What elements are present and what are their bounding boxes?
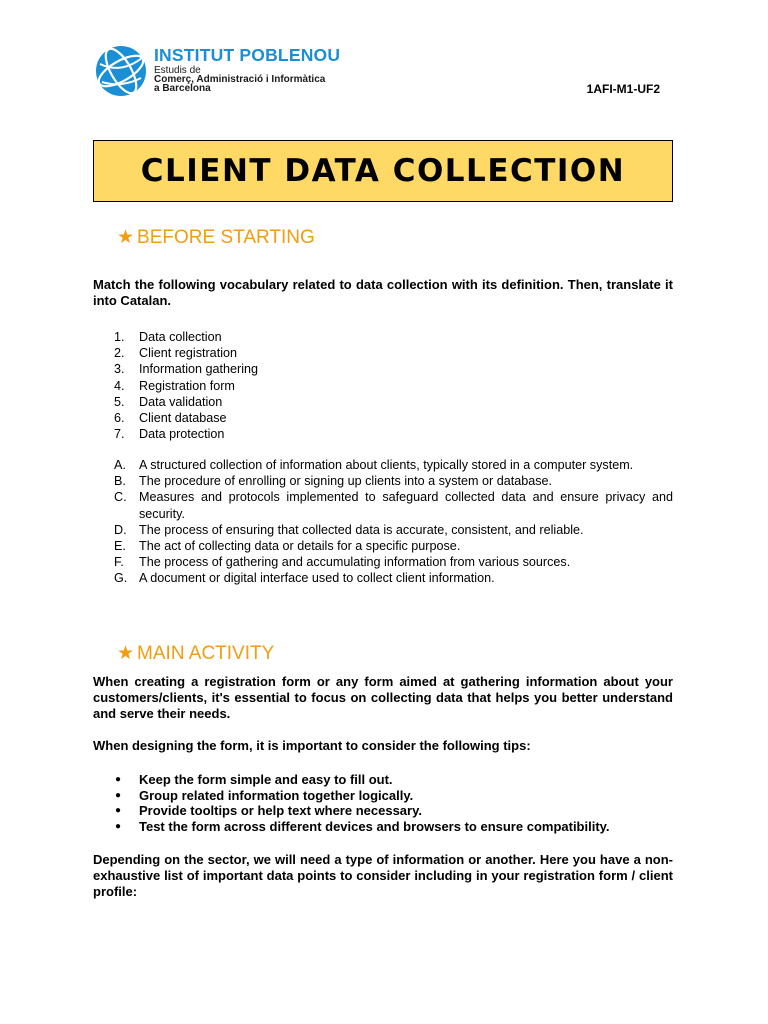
list-item: 5. Data validation [114,394,223,409]
star-icon: ★ [117,643,135,664]
globe-icon [94,44,148,98]
list-item: G. A document or digital interface used to collect client information. [114,571,495,586]
list-item: 1. Data collection [114,330,222,344]
page-title-box [93,140,673,202]
course-code: 1AFI-M1-UF2 [586,82,660,96]
list-item: 2. Client registration [114,346,237,361]
list-item: C. Measures and protocols implemented to safeguard collected data and ensure privacy and security. [114,490,673,521]
list-item: D. The process of ensuring that collected data is accurate, consistent, and reliable. [114,522,584,537]
logo-title: INSTITUT POBLENOU [154,45,341,65]
logo-subtitle-2: Comerç, Administració i Informàtica [154,74,326,85]
before-starting-label: BEFORE STARTING [137,227,315,248]
main-activity-label: MAIN ACTIVITY [137,643,275,664]
school-logo [94,42,341,98]
list-item: A. A structured collection of information about clients, typically stored in a computer system. [114,458,634,472]
tips-list [93,772,673,834]
terms-list [93,329,673,442]
list-item: E. The act of collecting data or details for a specific purpose. [114,539,461,554]
list-item: F. The process of gathering and accumulating information from various sources. [114,555,571,570]
list-item: ● Test the form across different devices and browsers to ensure compatibility. [115,818,610,834]
main-paragraph-3: Depending on the sector, we will need a type of information or another. Here you have a non-exhaustive list of important data points to consider including in your registration form / client profile: [93,852,673,899]
star-icon: ★ [117,227,135,248]
header [94,42,674,102]
list-item: 4. Registration form [114,378,235,393]
list-item: ● Keep the form simple and easy to fill out. [115,772,393,787]
list-item: ● Group related information together logically. [115,787,414,803]
list-item: 7. Data protection [114,427,225,442]
main-activity-heading [117,642,274,665]
logo-subtitle-3: a Barcelona [154,83,211,94]
main-paragraph-1: When creating a registration form or any form aimed at gathering information about your customers/clients, it's essential to focus on collecting data that helps you better understand and serve their needs. [93,674,673,721]
page-title: CLIENT DATA COLLECTION [140,153,626,189]
list-item: 3. Information gathering [114,362,259,377]
list-item: 6. Client database [114,411,227,426]
list-item: B. The procedure of enrolling or signing up clients into a system or database. [114,474,553,489]
before-starting-heading [117,226,315,249]
list-item: ● Provide tooltips or help text where necessary. [115,803,422,818]
main-paragraph-2: When designing the form, it is important to consider the following tips: [93,738,531,753]
instructions-paragraph: Match the following vocabulary related to data collection with its definition. Then, translate it into Catalan. [93,277,673,308]
definitions-list [93,457,673,587]
logo-subtitle-1: Estudis de [154,65,201,76]
